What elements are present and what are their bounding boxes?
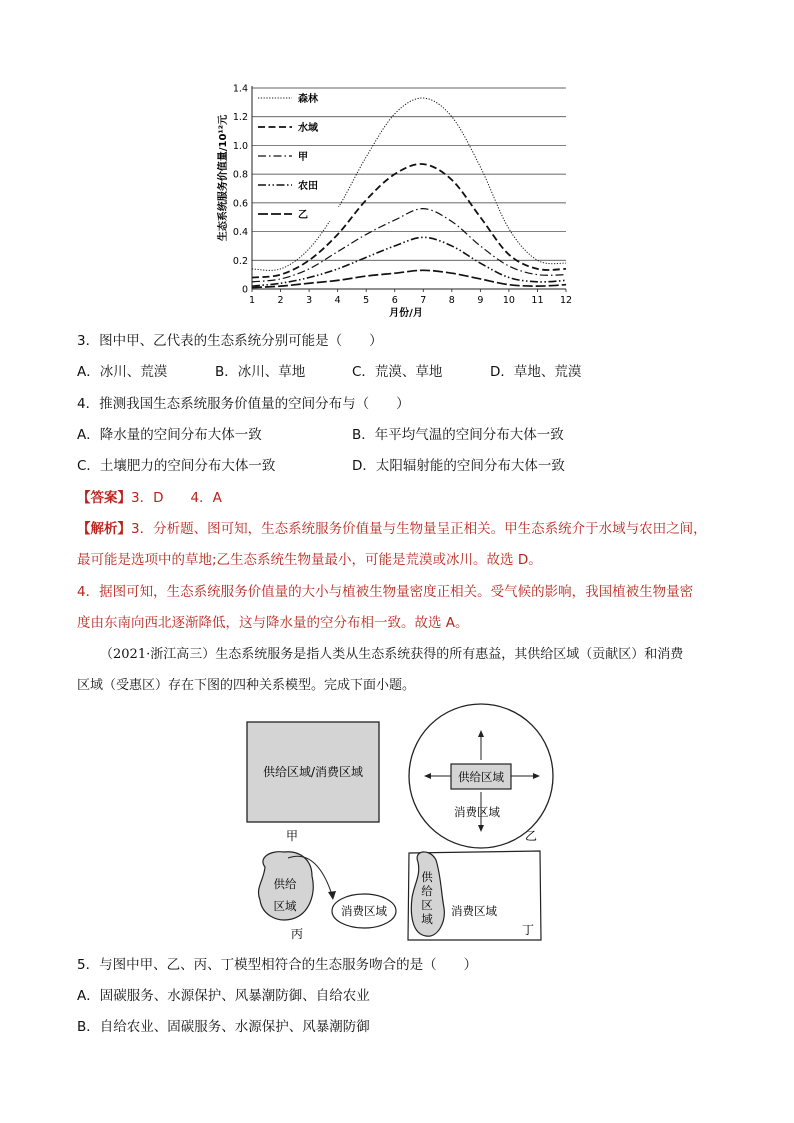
intro-line-1: （2021·浙江高三）生态系统服务是指人类从生态系统获得的所有惠益，其供给区域（贡献区）和消费 [100, 647, 684, 662]
bing-consume-label: 消费区域 [341, 904, 387, 918]
x-tick-label: 4 [334, 295, 341, 306]
jia-label: 甲 [285, 829, 299, 843]
y-tick-label: 0.6 [232, 198, 248, 210]
y-tick-label: 0.8 [232, 169, 248, 181]
bing-label: 丙 [290, 927, 304, 941]
ding-supply-label-1: 供 [421, 870, 433, 884]
ding-supply-label-3: 区 [421, 898, 433, 912]
legend-label-4: 乙 [298, 210, 308, 221]
chart-legend [256, 91, 342, 221]
answer-label: 【答案】 [77, 490, 131, 506]
y-tick-label: 1.0 [232, 140, 248, 152]
ding-consume-label: 消费区域 [451, 904, 497, 918]
chart-xlabel: 月份/月 [389, 308, 423, 319]
q5-stem: 5．与图中甲、乙、丙、丁模型相符合的生态服务吻合的是（ ） [77, 957, 478, 973]
q4-option-d[interactable]: D．太阳辐射能的空间分布大体一致 [352, 458, 565, 474]
q5-option-a[interactable]: A．固碳服务、水源保护、风暴潮防御、自给农业 [77, 988, 370, 1004]
answer-text: 3．D 4．A [131, 490, 222, 506]
yi-label: 乙 [524, 829, 538, 843]
q5-option-b[interactable]: B．自给农业、固碳服务、水源保护、风暴潮防御 [77, 1019, 370, 1035]
q3-option-d[interactable]: D．草地、荒漠 [490, 364, 582, 380]
bing-supply-label-1: 供给 [273, 877, 297, 891]
x-tick-label: 9 [477, 295, 484, 306]
q3-stem: 3．图中甲、乙代表的生态系统分别可能是（ ） [77, 333, 383, 349]
answer-row [77, 488, 222, 508]
ding-supply-label-2: 给 [421, 884, 433, 898]
x-tick-label: 10 [502, 295, 515, 306]
chart-ylabel: 生态系统服务价值量/10¹²元 [218, 114, 229, 242]
x-tick-label: 2 [277, 295, 284, 306]
analysis-line-1: 【解析】3．分析题、图可知，生态系统服务价值量与生物量呈正相关。甲生态系统介于水域与农田之间， [77, 521, 707, 537]
analysis-line-2: 最可能是选项中的草地;乙生态系统生物量最小，可能是荒漠或冰川。故选 D。 [77, 552, 542, 568]
x-tick-label: 6 [391, 295, 398, 306]
x-tick-label: 7 [420, 295, 427, 306]
q3-option-b[interactable]: B．冰川、草地 [215, 364, 306, 380]
y-tick-label: 0 [241, 284, 248, 296]
analysis-line-4: 度由东南向西北逐渐降低，这与降水量的空分布相一致。故选 A。 [77, 615, 469, 631]
jia-box-label: 供给区域/消费区域 [262, 765, 364, 779]
supply-consumption-diagram [240, 700, 570, 945]
y-tick-label: 0.2 [232, 255, 248, 267]
y-tick-label: 1.4 [232, 83, 248, 95]
bing-supply-label-2: 区域 [273, 899, 297, 913]
x-tick-label: 12 [559, 295, 573, 306]
x-tick-label: 5 [363, 295, 370, 306]
q3-option-a[interactable]: A．冰川、荒漠 [77, 364, 168, 380]
analysis-line-3: 4．据图可知，生态系统服务价值量的大小与植被生物量密度正相关。受气候的影响，我国植被生物量密 [77, 584, 694, 600]
x-tick-label: 8 [448, 295, 455, 306]
y-tick-label: 0.4 [232, 227, 248, 239]
legend-label-3: 农田 [298, 181, 318, 192]
legend-label-2: 甲 [298, 152, 308, 163]
x-tick-label: 1 [248, 295, 256, 306]
q4-option-b[interactable]: B．年平均气温的空间分布大体一致 [352, 427, 564, 443]
y-tick-label: 1.2 [232, 112, 248, 124]
legend-label-0: 森林 [298, 94, 318, 105]
ding-label: 丁 [521, 923, 535, 937]
yi-consume-label: 消费区域 [454, 805, 500, 819]
ding-supply-label-4: 域 [421, 912, 433, 926]
intro-line-2: 区域（受惠区）存在下图的四种关系模型。完成下面小题。 [77, 678, 416, 693]
x-tick-label: 11 [531, 295, 544, 306]
chart-grid [252, 88, 566, 260]
q4-option-c[interactable]: C．土壤肥力的空间分布大体一致 [77, 458, 276, 474]
q3-option-c[interactable]: C．荒漠、草地 [352, 364, 443, 380]
legend-label-1: 水域 [298, 123, 318, 134]
ecosystem-value-chart [210, 78, 580, 323]
q4-option-a[interactable]: A．降水量的空间分布大体一致 [77, 427, 262, 443]
analysis-label: 【解析】 [77, 521, 131, 537]
x-tick-label: 3 [306, 295, 313, 306]
q4-stem: 4．推测我国生态系统服务价值量的空间分布与（ ） [77, 396, 410, 412]
yi-supply-label: 供给区域 [458, 770, 504, 784]
bing-flow-arrowhead [328, 891, 336, 900]
